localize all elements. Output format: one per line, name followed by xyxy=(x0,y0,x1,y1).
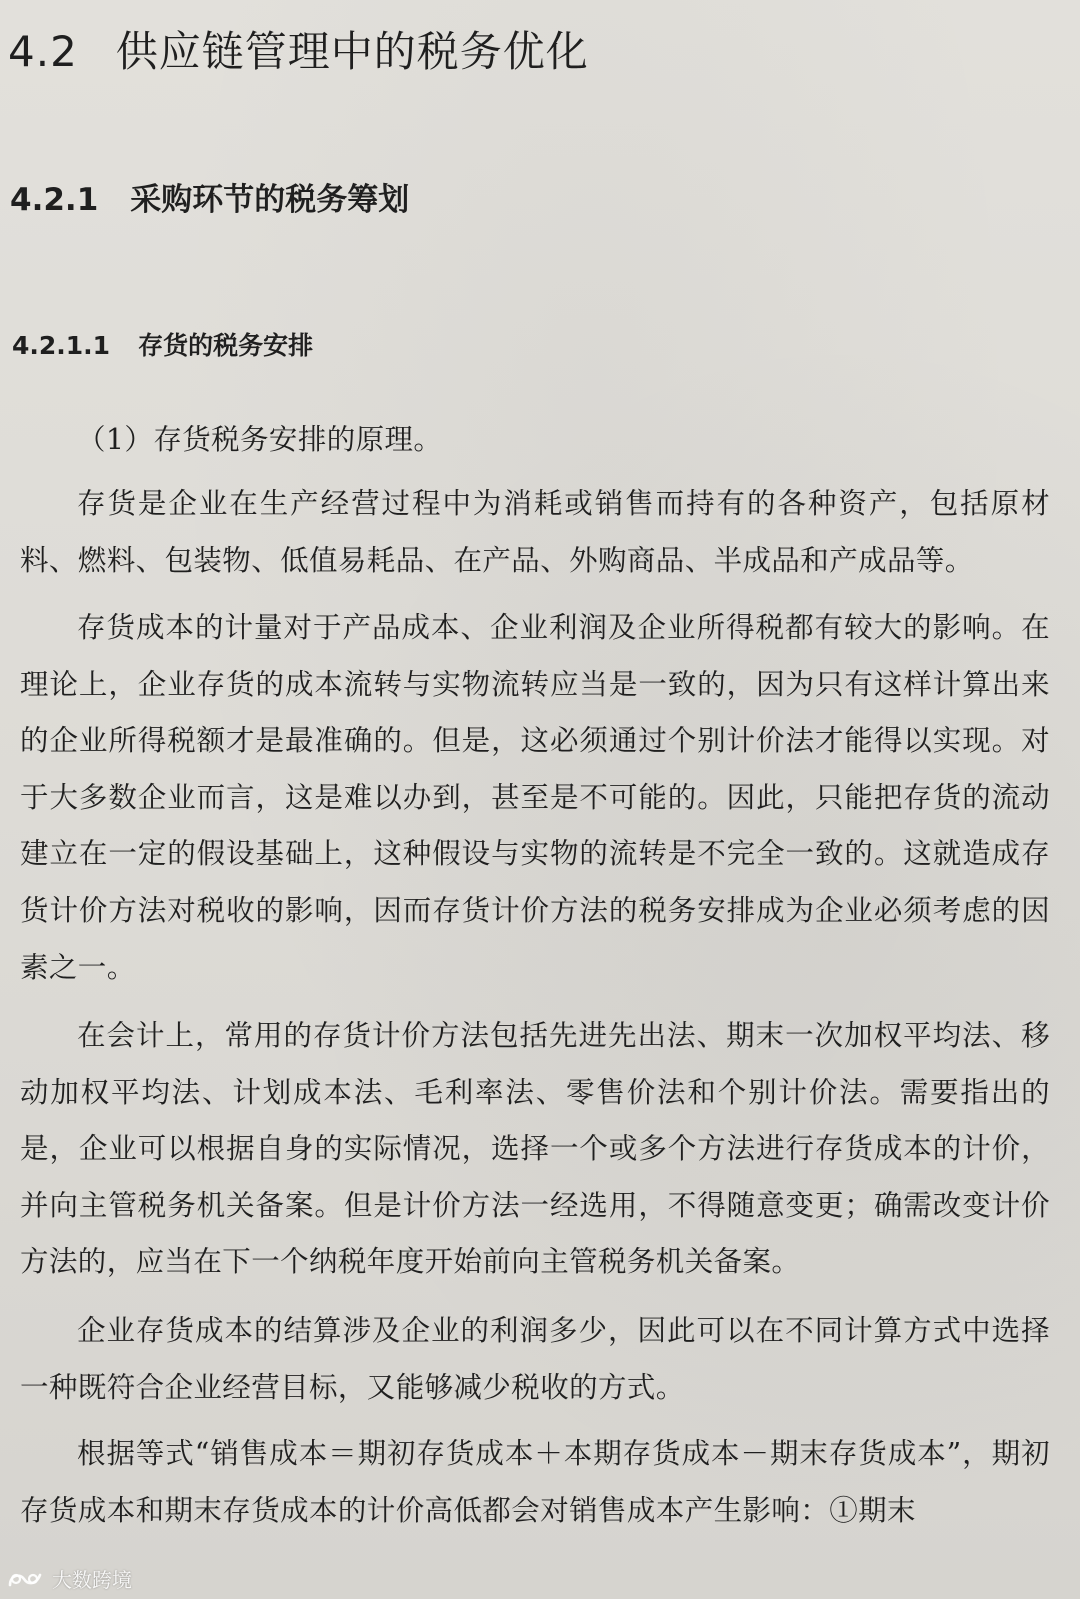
brand-logo-icon xyxy=(6,1567,46,1591)
watermark xyxy=(6,1564,132,1593)
subsubsection-heading xyxy=(12,324,313,368)
subsection-number: 4.2.1 xyxy=(10,182,99,218)
subsubsection-number: 4.2.1.1 xyxy=(12,331,111,360)
paragraph-cost-measurement: 存货成本的计量对于产品成本、企业利润及企业所得税都有较大的影响。在理论上，企业存货的成本流转与实物流转应当是一致的，因为只有这样计算出来的企业所得税额才是最准确的。但是，这必须通过个别计价法才能得以实现。对于大多数企业而言，这是难以办到，甚至是不可能的。因此，只能把存货的流动建立在一定的假设基础上，这种假设与实物的流转是不完全一致的。这就造成存货计价方法对税收的影响，因而存货计价方法的税务安排成为企业必须考虑的因素之一。 xyxy=(20,611,1050,984)
paragraph-inventory-definition: 存货是企业在生产经营过程中为消耗或销售而持有的各种资产，包括原材料、燃料、包装物、低值易耗品、在产品、外购商品、半成品和产成品等。 xyxy=(20,487,1050,577)
point-label: （1）存货税务安排的原理。 xyxy=(77,423,443,456)
subsection-title: 采购环节的税务筹划 xyxy=(130,182,410,218)
section-title: 供应链管理中的税务优化 xyxy=(115,27,589,76)
subsection-heading xyxy=(10,176,409,224)
section-heading xyxy=(8,24,589,80)
watermark-text: 大数跨境 xyxy=(52,1568,132,1592)
paragraph-cost-settlement: 企业存货成本的结算涉及企业的利润多少，因此可以在不同计算方式中选择一种既符合企业经营目标，又能够减少税收的方式。 xyxy=(20,1314,1050,1404)
paragraph-cost-equation: 根据等式“销售成本＝期初存货成本＋本期存货成本－期末存货成本”，期初存货成本和期末存货成本的计价高低都会对销售成本产生影响：①期末 xyxy=(20,1437,1050,1527)
paragraph-valuation-methods: 在会计上，常用的存货计价方法包括先进先出法、期末一次加权平均法、移动加权平均法、计划成本法、毛利率法、零售价法和个别计价法。需要指出的是，企业可以根据自身的实际情况，选择一个或多个方法进行存货成本的计价，并向主管税务机关备案。但是计价方法一经选用，不得随意变更；确需改变计价方法的，应当在下一个纳税年度开始前向主管税务机关备案。 xyxy=(20,1019,1050,1279)
section-number: 4.2 xyxy=(8,27,78,76)
subsubsection-title: 存货的税务安排 xyxy=(138,331,314,360)
